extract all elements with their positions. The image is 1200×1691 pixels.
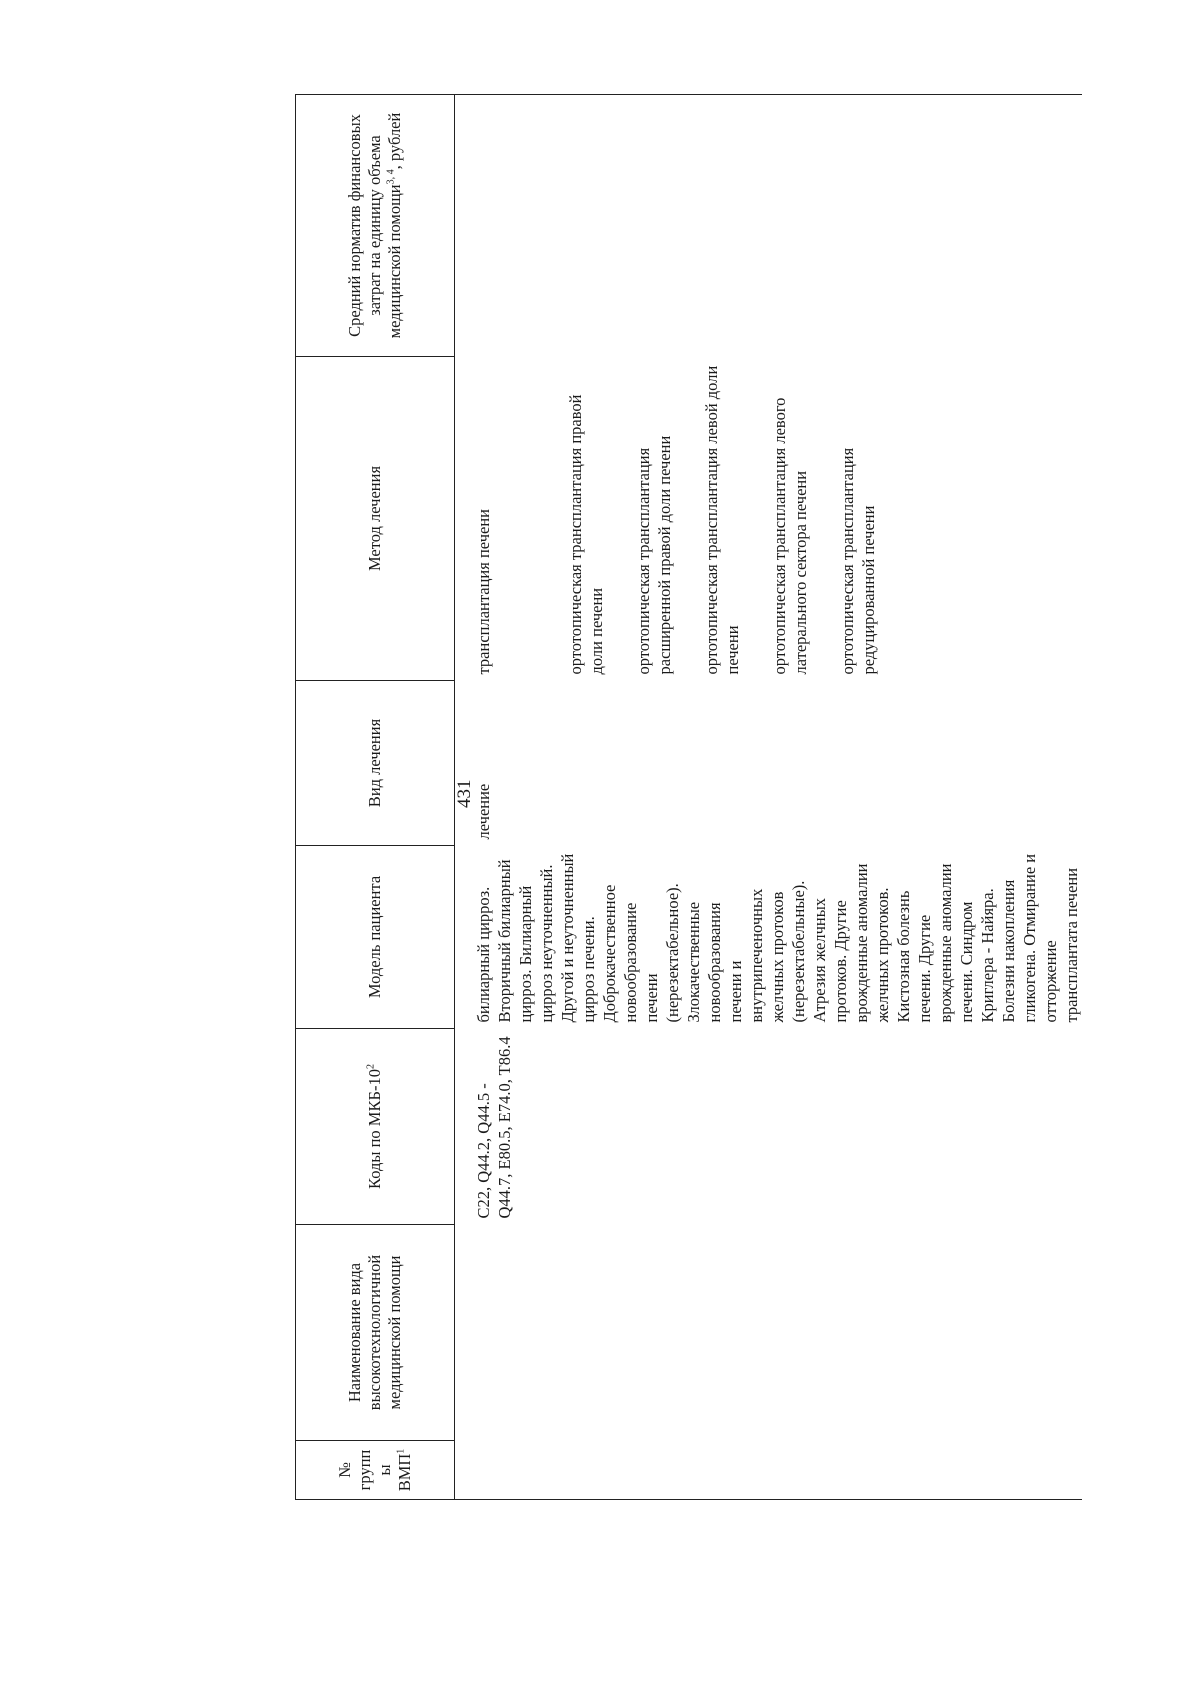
vmp-table	[295, 94, 1082, 1500]
cell-vmp-name	[455, 1225, 1083, 1441]
header-icd-codes: Коды по МКБ-$10^2$	[296, 1029, 455, 1225]
table-row	[455, 95, 1083, 1500]
page-number: 431	[454, 779, 475, 808]
header-vmp-name: Наименование вида высокотехнологичной медицинской помощи	[296, 1225, 455, 1441]
table-header-row	[296, 95, 455, 1500]
header-cost-norm: Средний норматив финансовых затрат на единицу объема медицинской помощи$^{3, 4}$, рублей	[296, 95, 455, 357]
header-treatment-method: Метод лечения	[296, 357, 455, 681]
cell-group-no	[455, 1441, 1083, 1500]
cell-treatment-type: лечение	[474, 783, 493, 840]
header-treatment-type: Вид лечения	[296, 681, 455, 846]
method-item: трансплантация печени	[474, 509, 493, 675]
method-item: ортотопическая трансплантация правой доли печени	[566, 394, 606, 675]
method-item: ортотопическая трансплантация левой доли печени	[702, 365, 742, 675]
rotated-table-container	[295, 95, 1095, 1500]
header-group-no: № групп ы ВМП$^1$	[296, 1441, 455, 1500]
header-patient-model: Модель пациента	[296, 846, 455, 1029]
cell-patient-model: билиарный цирроз. Вторичный билиарный цирроз. Билиарный цирроз неуточненный. Другой и неуточненный цирроз печени. Доброкачественное новообразование печени (нерезектабельное). Злокачественные новообразования печени и внутрипеченочных желчных протоков (нерезектабельные). Атрезия желчных протоков. Другие врожденные аномалии желчных протоков. Кистозная болезнь печени. Другие врожденные аномалии печени. Синдром Криглера - Найяра. Болезни накопления гликогена. Отмирание и отторжение трансплантата печени	[474, 853, 1081, 1023]
cell-icd-codes: C22, Q44.2, Q44.5 - Q44.7, E80.5, E74.0, T86.4	[474, 1036, 514, 1219]
cell-treatment-methods	[455, 357, 1083, 681]
method-item: ортотопическая трансплантация расширенной правой доли печени	[634, 435, 674, 675]
method-item: ортотопическая трансплантация левого латерального сектора печени	[770, 397, 810, 675]
cell-cost-norm	[455, 95, 1083, 357]
method-item: ортотопическая трансплантация редуцированной печени	[838, 447, 878, 675]
